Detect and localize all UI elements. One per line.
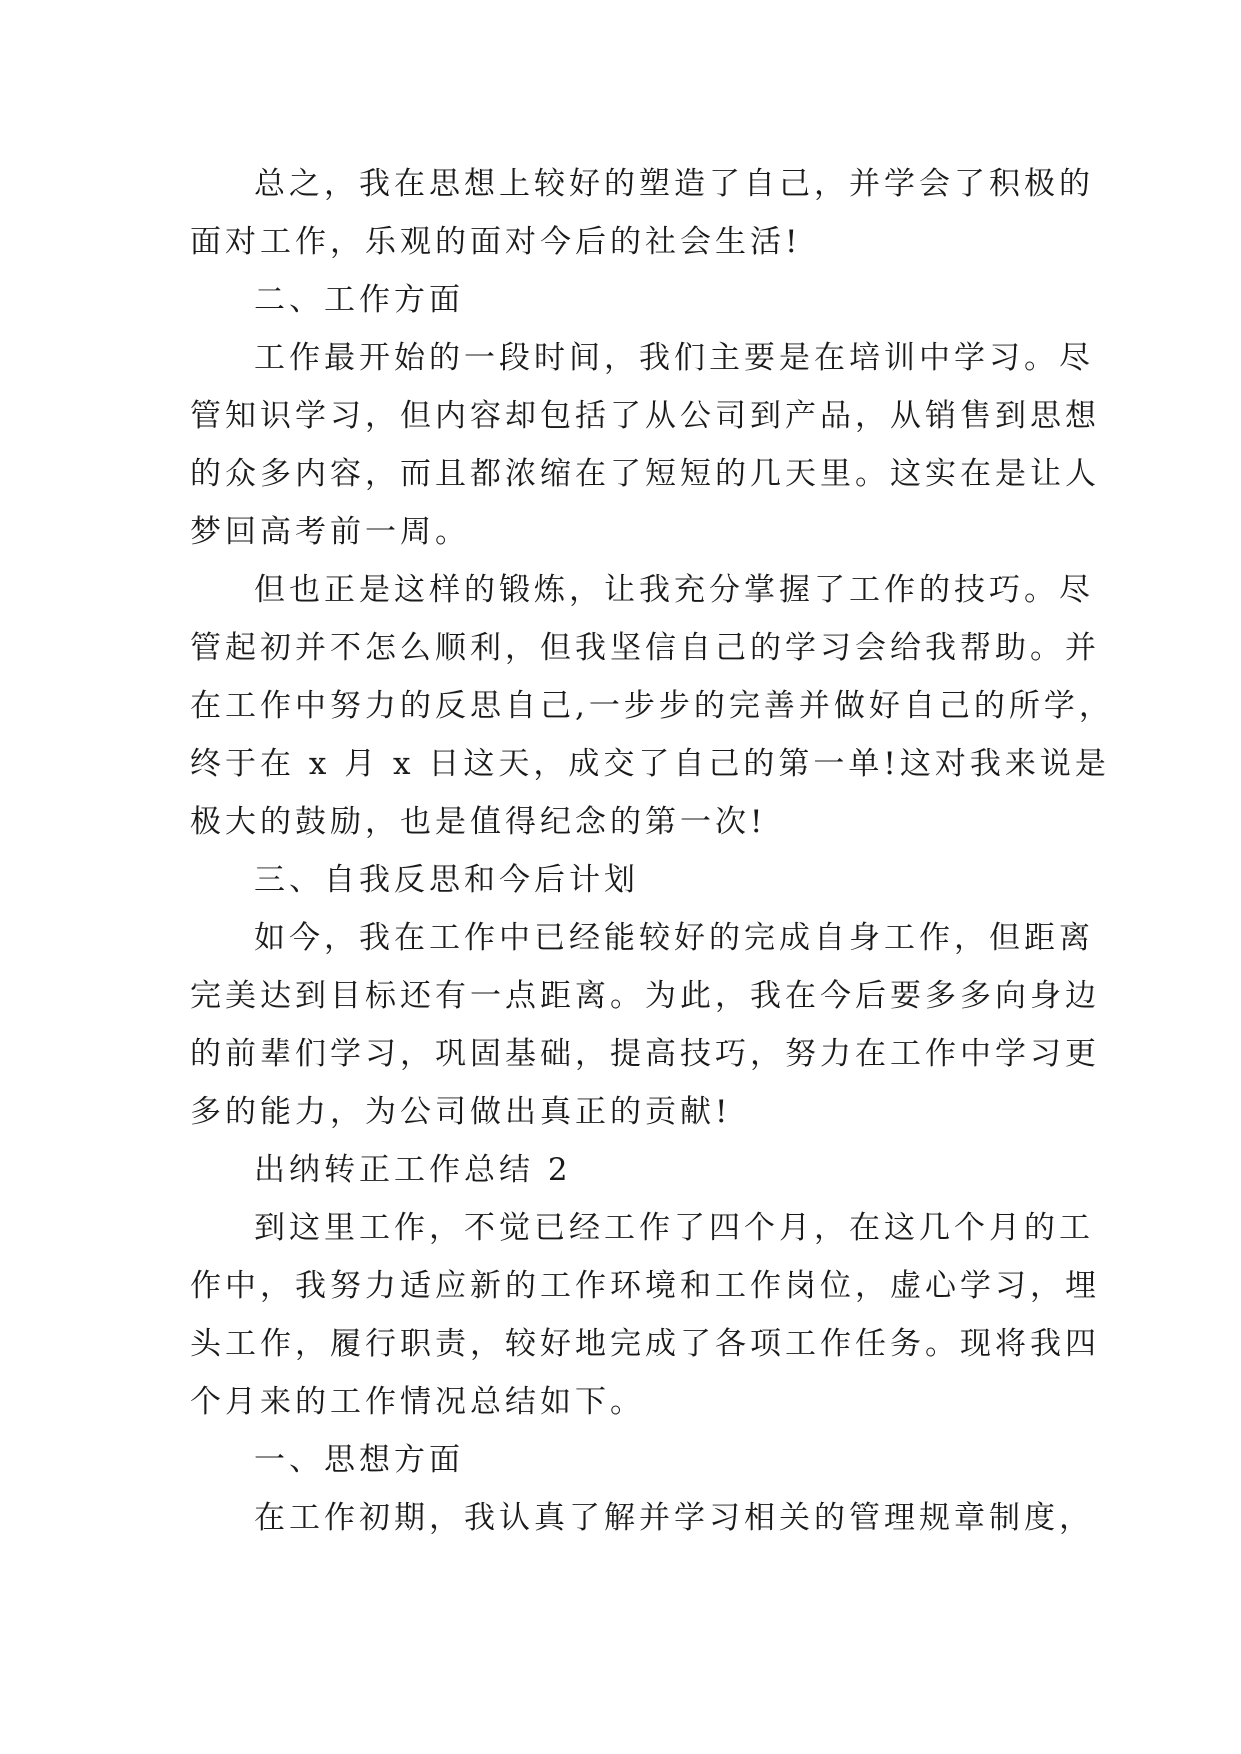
text-line: 终于在 x 月 x 日这天，成交了自己的第一单!这对我来说是 [190,746,1110,782]
text-line: 总之，我在思想上较好的塑造了自己，并学会了积极的 [254,166,1094,202]
paragraph-reflection [190,909,1100,1141]
text-line: 面对工作，乐观的面对今后的社会生活! [190,224,802,260]
document-subtitle [190,1141,1050,1199]
text-line: 管知识学习，但内容却包括了从公司到产品，从销售到思想 [190,398,1100,434]
text-line: 头工作，履行职责，较好地完成了各项工作任务。现将我四 [190,1326,1100,1362]
heading-line: 三、自我反思和今后计划 [254,862,639,898]
text-line: 在工作中努力的反思自己,一步步的完善并做好自己的所学， [190,688,1114,724]
paragraph-training [190,329,1100,561]
text-line: 极大的鼓励，也是值得纪念的第一次! [190,804,767,840]
heading-line: 一、思想方面 [254,1442,464,1478]
text-line: 的前辈们学习，巩固基础，提高技巧，努力在工作中学习更 [190,1036,1100,1072]
text-line: 个月来的工作情况总结如下。 [190,1384,645,1420]
text-line: 完美达到目标还有一点距离。为此，我在今后要多多向身边 [190,978,1100,1014]
section-heading [190,851,1050,909]
section-heading [190,271,1050,329]
paragraph-intro [190,1199,1100,1431]
text-line: 在工作初期，我认真了解并学习相关的管理规章制度， [254,1500,1094,1536]
text-line: 作中，我努力适应新的工作环境和工作岗位，虚心学习，埋 [190,1268,1100,1304]
text-line: 但也正是这样的锻炼，让我充分掌握了工作的技巧。尽 [254,572,1094,608]
text-line: 多的能力，为公司做出真正的贡献! [190,1094,732,1130]
paragraph-thought [190,1489,1094,1547]
text-line: 如今，我在工作中已经能较好的完成自身工作，但距离 [254,920,1094,956]
paragraph-practice [190,561,1114,851]
text-line: 到这里工作，不觉已经工作了四个月，在这几个月的工 [254,1210,1094,1246]
text-line: 的众多内容，而且都浓缩在了短短的几天里。这实在是让人 [190,456,1100,492]
heading-line: 二、工作方面 [254,282,464,318]
text-line: 管起初并不怎么顺利，但我坚信自己的学习会给我帮助。并 [190,630,1100,666]
paragraph-summary [190,155,1094,271]
text-line: 工作最开始的一段时间，我们主要是在培训中学习。尽 [254,340,1094,376]
text-line: 梦回高考前一周。 [190,514,470,550]
section-heading [190,1431,1050,1489]
heading-line: 出纳转正工作总结 2 [254,1152,572,1188]
document-body [190,155,1114,1547]
